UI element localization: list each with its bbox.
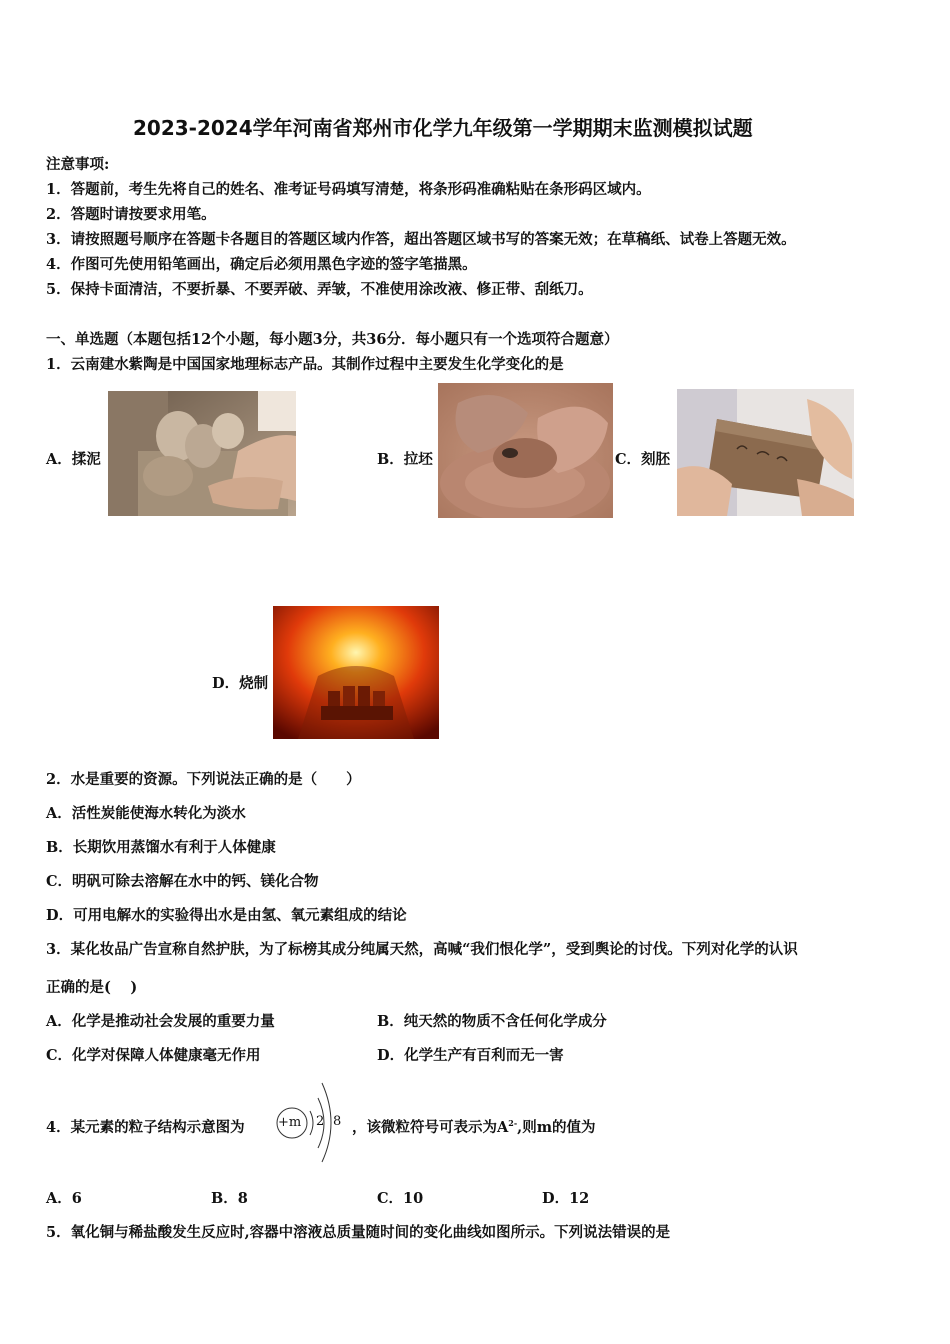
q2-option-d: D．可用电解水的实验得出水是由氢、氧元素组成的结论 <box>46 907 407 924</box>
notice-item-5: 5．保持卡面清洁，不要折暴、不要弄破、弄皱，不准使用涂改液、修正带、刮纸刀。 <box>46 281 593 298</box>
q1-option-b-label: B．拉坯 <box>377 451 433 468</box>
q2-option-b: B．长期饮用蒸馏水有利于人体健康 <box>46 839 276 856</box>
q4-option-b: B．8 <box>211 1190 248 1207</box>
notice-item-3: 3．请按照题号顺序在答题卡各题目的答题区域内作答，超出答题区域书写的答案无效；在草稿纸、试卷上答题无效。 <box>46 231 796 248</box>
q4-stem-end: ,则m的值为 <box>517 1119 596 1136</box>
q3-option-a: A．化学是推动社会发展的重要力量 <box>46 1013 275 1030</box>
page-title: 2023-2024学年河南省郑州市化学九年级第一学期期末监测模拟试题 <box>133 116 753 140</box>
nucleus-charge: +m <box>278 1115 302 1130</box>
q4-option-a: A．6 <box>46 1190 82 1207</box>
q4-charge: 2- <box>508 1118 518 1129</box>
q5-stem: 5．氧化铜与稀盐酸发生反应时,容器中溶液总质量随时间的变化曲线如图所示。下列说法错误的是 <box>46 1224 671 1241</box>
q1-option-c-label: C．刻胚 <box>615 451 671 468</box>
q4-stem-post <box>352 1116 596 1137</box>
q4-symbol-text: ，该微粒符号可表示为A <box>352 1119 509 1136</box>
q1-stem: 1．云南建水紫陶是中国国家地理标志产品。其制作过程中主要发生化学变化的是 <box>46 356 564 373</box>
throwing-pottery-photo <box>438 383 613 518</box>
shell-1-electrons: 2 <box>316 1114 325 1129</box>
q2-option-a: A．活性炭能使海水转化为淡水 <box>46 805 246 822</box>
q4-option-c: C．10 <box>377 1190 424 1207</box>
q4-option-d: D．12 <box>542 1190 590 1207</box>
q3-option-c: C．化学对保障人体健康毫无作用 <box>46 1047 261 1064</box>
notice-heading: 注意事项: <box>46 156 110 173</box>
q3-stem-line1: 3．某化妆品广告宣称自然护肤，为了标榜其成分纯属天然，高喊“我们恨化学”，受到舆论的讨伐。下列对化学的认识 <box>46 941 798 958</box>
q3-option-d: D．化学生产有百利而无一害 <box>377 1047 564 1064</box>
kneading-clay-photo <box>108 391 296 516</box>
q2-stem: 2．水是重要的资源。下列说法正确的是（ ） <box>46 771 361 788</box>
kiln-firing-photo <box>273 606 439 739</box>
q1-option-a-label: A．揉泥 <box>46 451 101 468</box>
shell-2-electrons: 8 <box>333 1114 342 1129</box>
q3-stem-line2: 正确的是( ) <box>46 979 138 996</box>
carving-photo <box>677 389 854 516</box>
notice-item-2: 2．答题时请按要求用笔。 <box>46 206 216 223</box>
atomic-structure-diagram <box>272 1078 350 1164</box>
notice-item-4: 4．作图可先使用铅笔画出，确定后必须用黑色字迹的签字笔描黑。 <box>46 256 477 273</box>
q1-option-d-label: D．烧制 <box>212 675 269 692</box>
q3-option-b: B．纯天然的物质不含任何化学成分 <box>377 1013 607 1030</box>
q4-stem-pre: 4．某元素的粒子结构示意图为 <box>46 1119 245 1136</box>
section-heading: 一、单选题（本题包括12个小题，每小题3分，共36分．每小题只有一个选项符合题意） <box>46 331 619 348</box>
notice-item-1: 1．答题前，考生先将自己的姓名、准考证号码填写清楚，将条形码准确粘贴在条形码区域内。 <box>46 181 651 198</box>
q2-option-c: C．明矾可除去溶解在水中的钙、镁化合物 <box>46 873 319 890</box>
